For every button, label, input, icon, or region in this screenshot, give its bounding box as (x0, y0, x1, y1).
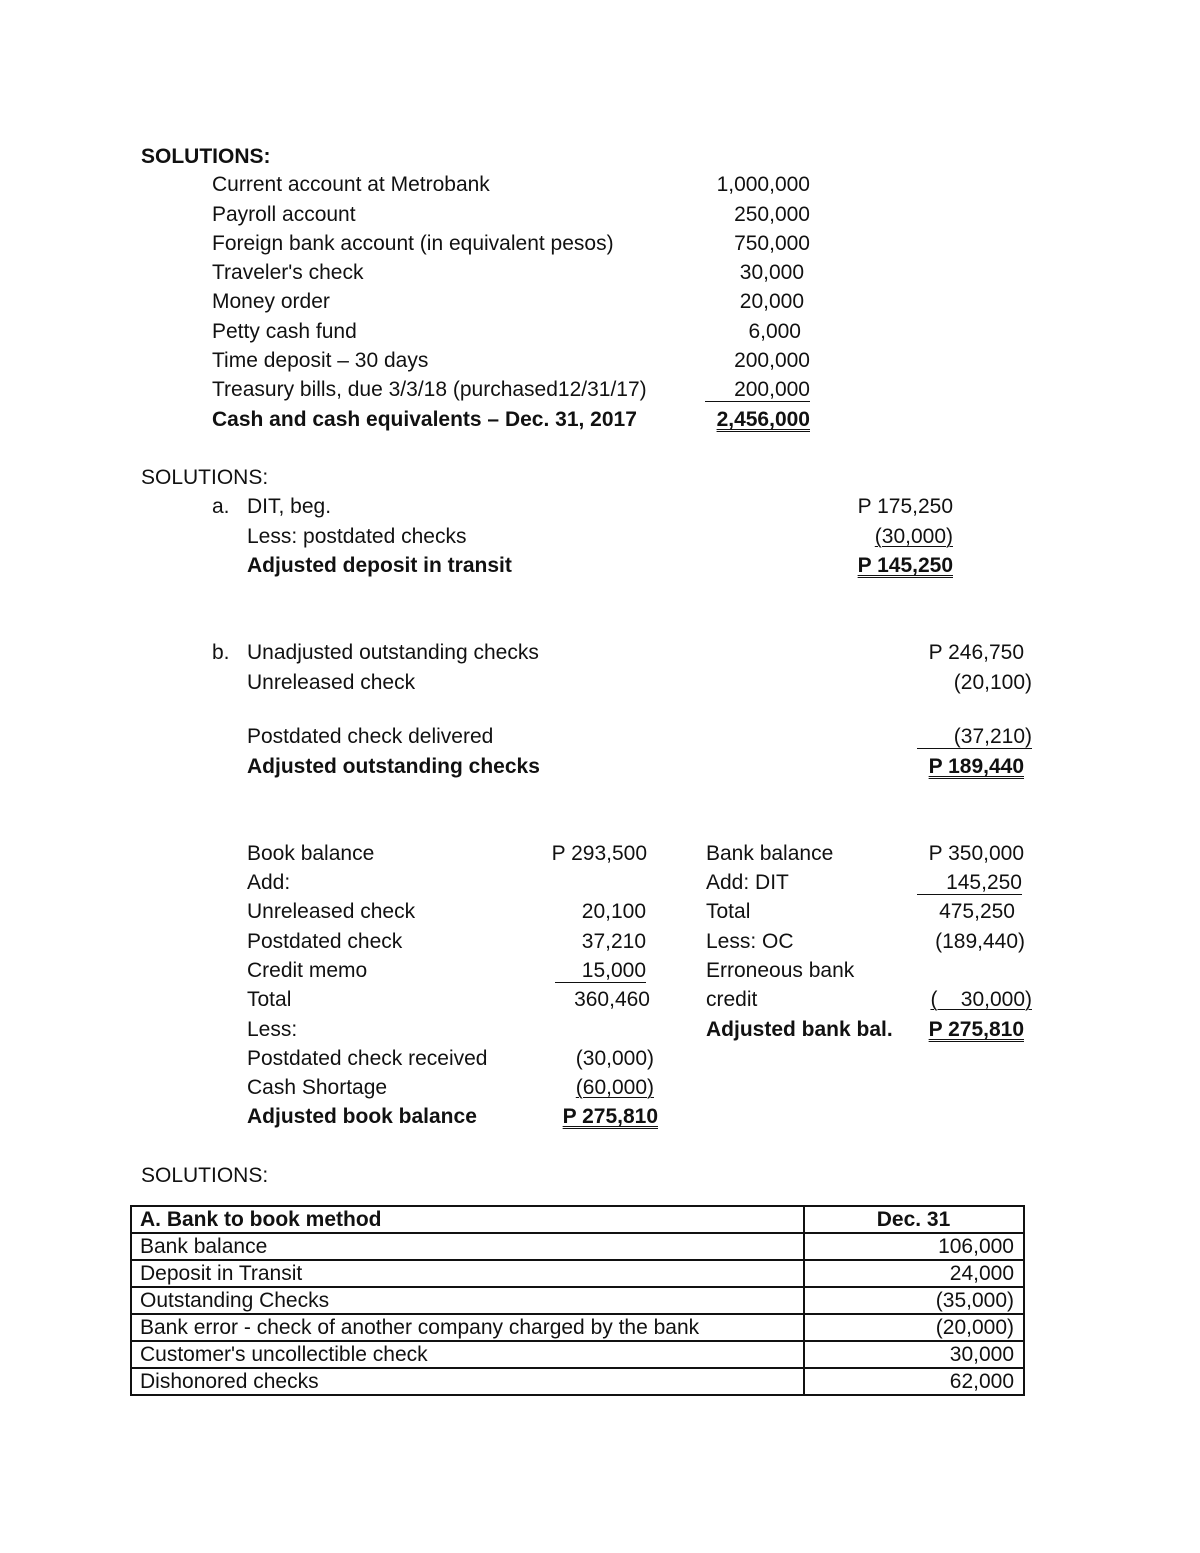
row-label: Less: (247, 1018, 298, 1041)
item-amount: 30,000 (739, 261, 804, 284)
row-amount: 106,000 (804, 1233, 1024, 1260)
row-amount: (20,000) (804, 1314, 1024, 1341)
total-amount: 2,456,000 (716, 408, 810, 431)
row-amount: (60,000) (575, 1076, 654, 1099)
item-label: Time deposit – 30 days (212, 349, 429, 372)
row-description: Bank error - check of another company charged by the bank (131, 1314, 804, 1341)
row-label: Add: DIT (706, 871, 789, 894)
row-amount: 24,000 (804, 1260, 1024, 1287)
item-amount: 1,000,000 (716, 173, 810, 196)
item-label: Foreign bank account (in equivalent pesos) (212, 232, 614, 255)
row-label: Postdated check received (247, 1047, 488, 1070)
header-cell-date: Dec. 31 (804, 1206, 1024, 1233)
row-label: Total (706, 900, 751, 923)
table-row (131, 1368, 1024, 1395)
total-label: Cash and cash equivalents – Dec. 31, 2017 (212, 408, 637, 431)
row-amount: ( 30,000) (930, 988, 1032, 1011)
row-amount: (30,000) (874, 525, 953, 548)
row-description: Dishonored checks (131, 1368, 804, 1395)
item-amount: 20,000 (739, 290, 804, 313)
bank-to-book-table (130, 1205, 1025, 1396)
item-label: Money order (212, 290, 330, 313)
item-label: Current account at Metrobank (212, 173, 490, 196)
row-description: Deposit in Transit (131, 1260, 804, 1287)
total-amount: P 275,810 (928, 1018, 1024, 1041)
row-label: Postdated check (247, 930, 403, 953)
table-header-row (131, 1206, 1024, 1233)
item-amount: 6,000 (748, 320, 801, 343)
row-description: Outstanding Checks (131, 1287, 804, 1314)
row-amount: P 246,750 (928, 641, 1024, 664)
row-label: Erroneous bank (706, 959, 855, 982)
total-label: Adjusted book balance (247, 1105, 477, 1128)
item-amount: 750,000 (734, 232, 810, 255)
section-heading: SOLUTIONS: (141, 1164, 269, 1187)
row-amount: 20,100 (581, 900, 646, 923)
row-label: Less: postdated checks (247, 525, 467, 548)
table-row (131, 1314, 1024, 1341)
row-label: DIT, beg. (247, 495, 332, 518)
row-description: Bank balance (131, 1233, 804, 1260)
row-label: Unreleased check (247, 900, 416, 923)
total-label: Adjusted bank bal. (706, 1018, 893, 1041)
row-label: credit (706, 988, 758, 1011)
total-label: Adjusted deposit in transit (247, 554, 512, 577)
list-marker: b. (212, 641, 230, 664)
row-amount: 360,460 (574, 988, 650, 1011)
table-row (131, 1341, 1024, 1368)
row-amount: (189,440) (935, 930, 1025, 953)
section-heading: SOLUTIONS: (141, 466, 269, 489)
row-label: Less: OC (706, 930, 794, 953)
item-label: Petty cash fund (212, 320, 357, 343)
row-label: Credit memo (247, 959, 368, 982)
row-amount: 30,000 (804, 1341, 1024, 1368)
row-amount: 475,250 (939, 900, 1015, 923)
row-amount: 15,000 (555, 960, 646, 983)
row-label: Cash Shortage (247, 1076, 388, 1099)
total-amount: P 189,440 (928, 755, 1024, 778)
row-amount: 62,000 (804, 1368, 1024, 1395)
row-label: Book balance (247, 842, 375, 865)
row-amount: (30,000) (575, 1047, 654, 1070)
table-row (131, 1260, 1024, 1287)
row-label: Total (247, 988, 292, 1011)
row-amount: 145,250 (917, 872, 1022, 895)
item-amount: 250,000 (734, 203, 810, 226)
row-amount: (37,210) (917, 726, 1032, 749)
row-label: Add: (247, 871, 291, 894)
table-row (131, 1287, 1024, 1314)
header-cell-method: A. Bank to book method (131, 1206, 804, 1233)
row-description: Customer's uncollectible check (131, 1341, 804, 1368)
item-amount: 200,000 (705, 379, 810, 402)
row-amount: P 350,000 (928, 842, 1024, 865)
row-amount: (35,000) (804, 1287, 1024, 1314)
item-label: Traveler's check (212, 261, 364, 284)
table-row (131, 1233, 1024, 1260)
row-label: Unadjusted outstanding checks (247, 641, 539, 664)
total-amount: P 145,250 (857, 554, 953, 577)
item-amount: 200,000 (734, 349, 810, 372)
row-amount: (20,100) (953, 671, 1032, 694)
row-amount: 37,210 (581, 930, 646, 953)
item-label: Treasury bills, due 3/3/18 (purchased12/31/17) (212, 378, 647, 401)
section-heading: SOLUTIONS: (141, 145, 271, 168)
row-label: Unreleased check (247, 671, 416, 694)
row-label: Postdated check delivered (247, 725, 494, 748)
item-label: Payroll account (212, 203, 356, 226)
row-label: Bank balance (706, 842, 834, 865)
list-marker: a. (212, 495, 230, 518)
row-amount: P 293,500 (551, 842, 647, 865)
total-amount: P 275,810 (562, 1105, 658, 1128)
row-amount: P 175,250 (857, 495, 953, 518)
total-label: Adjusted outstanding checks (247, 755, 540, 778)
